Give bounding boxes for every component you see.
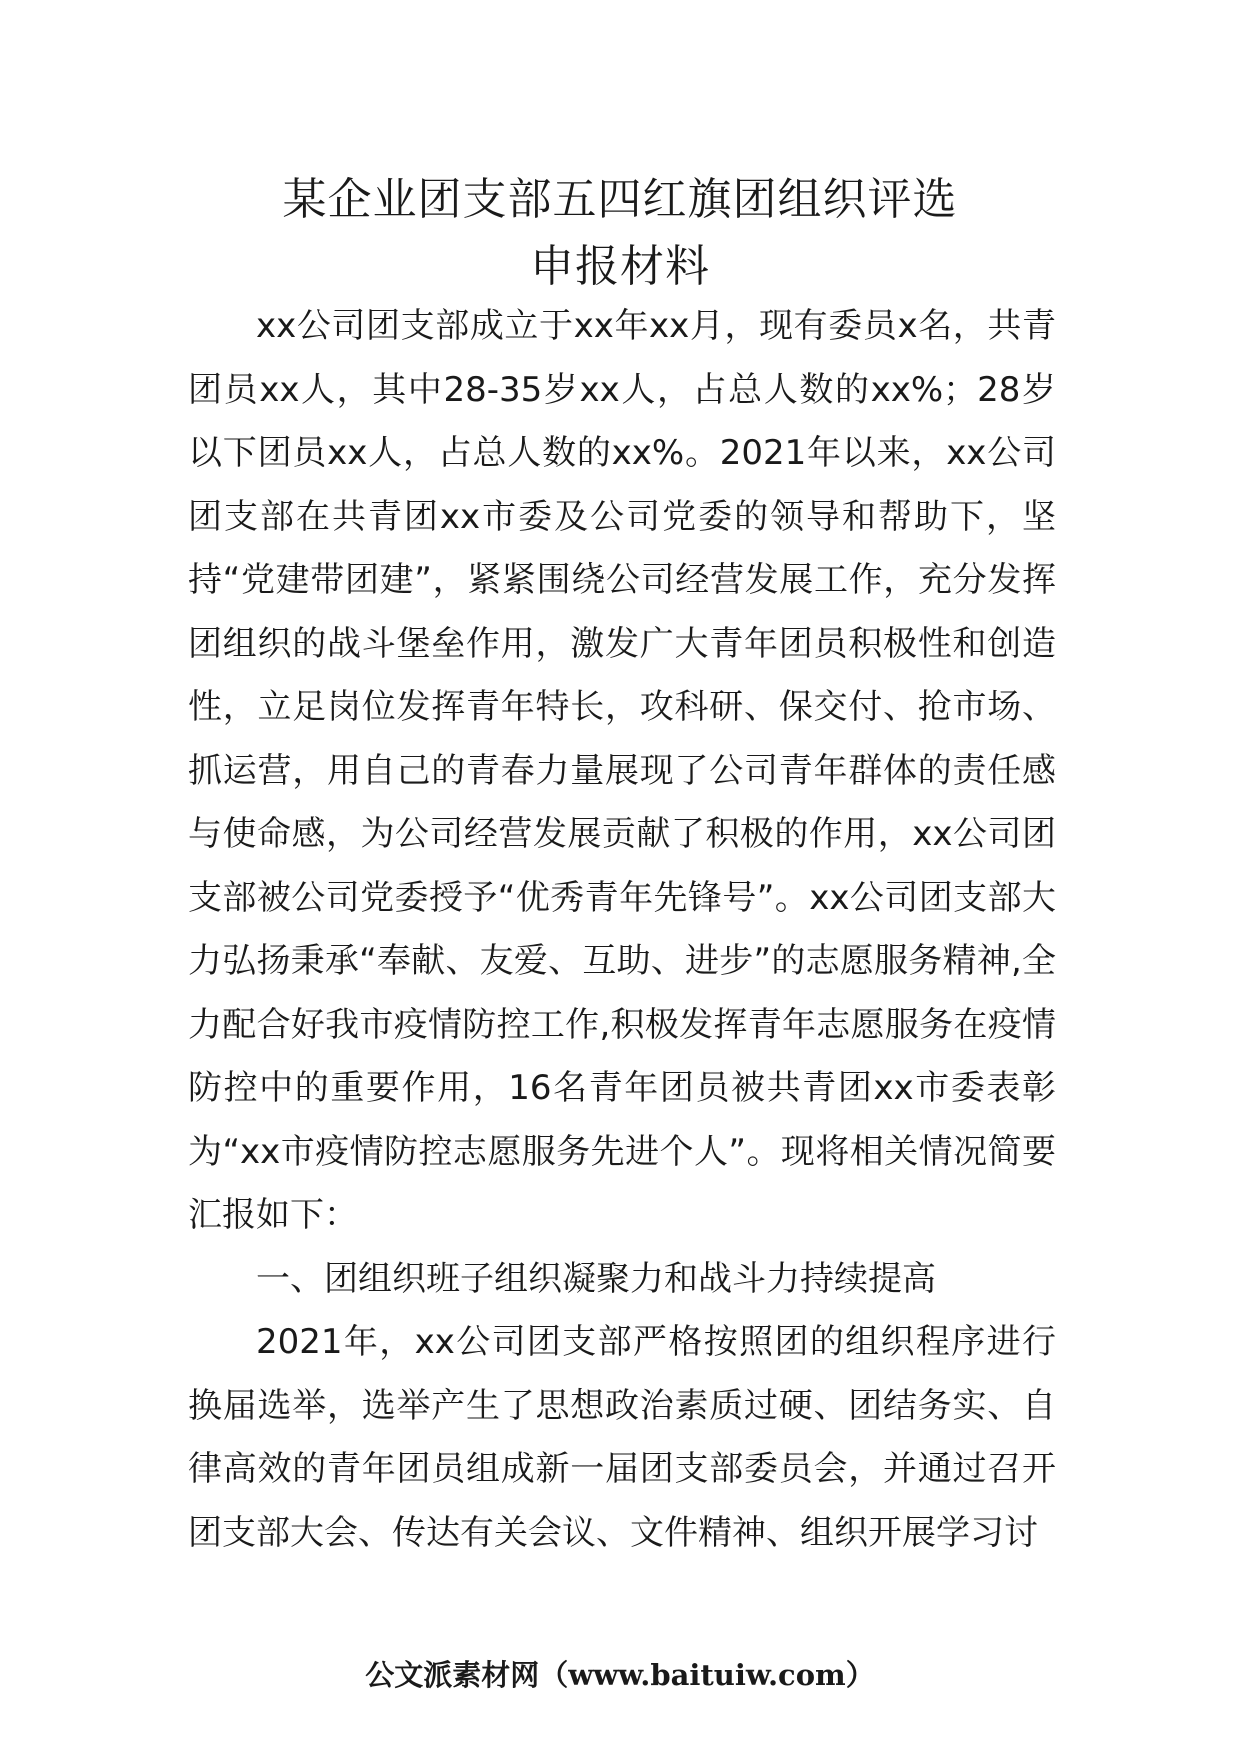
document-title-line-1: 某企业团支部五四红旗团组织评选 — [282, 174, 958, 225]
paragraph-section-1: 2021年，xx公司团支部严格按照团的组织程序进行换届选举，选举产生了思想政治素质过硬、团结务实、自律高效的青年团员组成新一届团支部委员会，并通过召开团支部大会、传达有关会议、文件精神、组织开展学习讨 — [188, 1322, 1056, 1553]
section-heading-1: 一、团组织班子组织凝聚力和战斗力持续提高 — [256, 1258, 936, 1299]
document-title-line-2: 申报材料 — [530, 241, 710, 292]
footer-watermark: 公文派素材网（www.baituiw.com） — [365, 1658, 875, 1692]
paragraph-intro: xx公司团支部成立于xx年xx月，现有委员x名，共青团员xx人，其中28-35岁xx人，占总人数的xx%；28岁以下团员xx人，占总人数的xx%。2021年以来，xx公司团支部在共青团xx市委及公司党委的领导和帮助下，坚持“党建带团建”，紧紧围绕公司经营发展工作，充分发挥团组织的战斗堡垒作用，激发广大青年团员积极性和创造性，立足岗位发挥青年特长，攻科研、保交付、抢市场、抓运营，用自己的青春力量展现了公司青年群体的责任感与使命感，为公司经营发展贡献了积极的作用，xx公司团支部被公司党委授予“优秀青年先锋号”。xx公司团支部大力弘扬秉承“奉献、友爱、互助、进步”的志愿服务精神,全力配合好我市疫情防控工作,积极发挥青年志愿服务在疫情防控中的重要作用，16名青年团员被共青团xx市委表彰为“xx市疫情防控志愿服务先进个人”。现将相关情况简要汇报如下： — [188, 306, 1056, 1235]
document-body — [188, 295, 1056, 1565]
